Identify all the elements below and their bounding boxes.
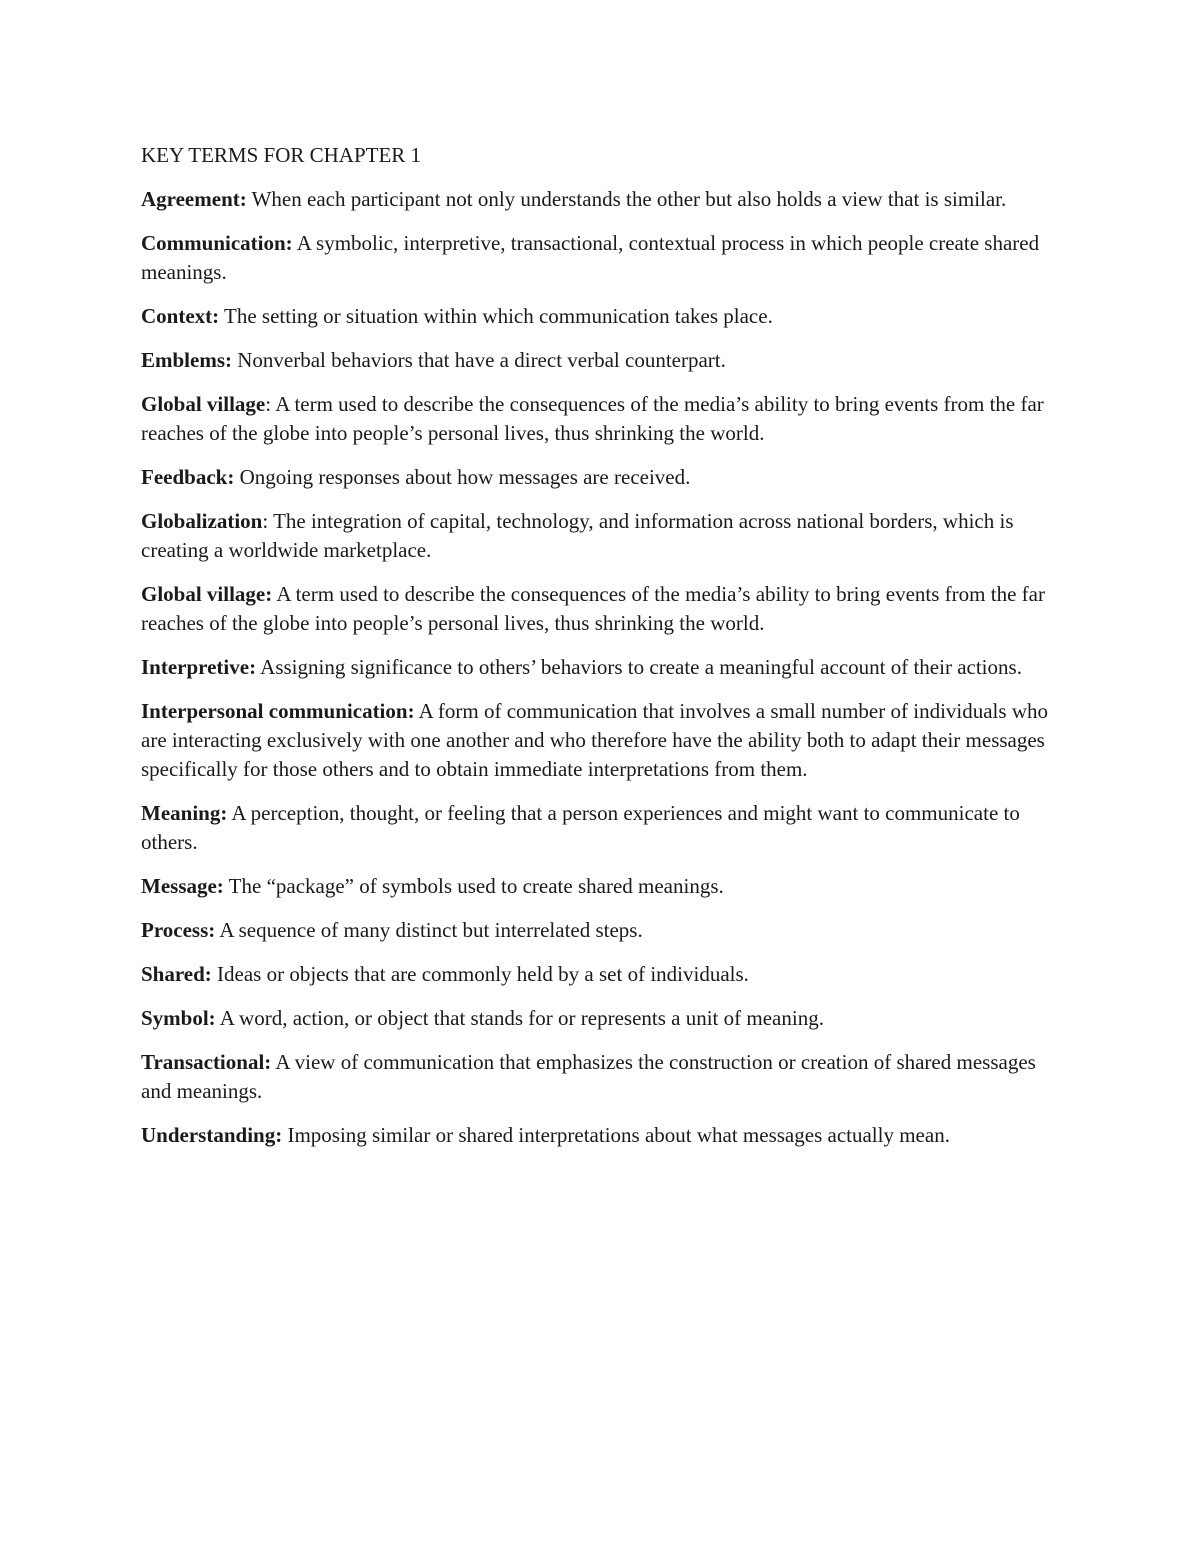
glossary-definition: : A term used to describe the consequences of the media’s ability to bring events from the far reaches of the globe into people’s personal lives, thus shrinking the world.: [141, 392, 1044, 445]
document-title: KEY TERMS FOR CHAPTER 1: [141, 143, 422, 167]
glossary-definition: A symbolic, interpretive, transactional, contextual process in which people create shared meanings.: [141, 231, 1040, 284]
glossary-entry-symbol: [141, 1004, 1061, 1033]
glossary-entry-communication: [141, 229, 1061, 287]
glossary-entry-understanding: [141, 1121, 1061, 1150]
glossary-definition: A form of communication that involves a small number of individuals who are interacting exclusively with one another and who therefore have the ability both to adapt their messages specifically for those others and to obtain immediate interpretations from them.: [141, 699, 1048, 781]
glossary-definition: When each participant not only understands the other but also holds a view that is similar.: [246, 187, 1007, 211]
glossary-entry-global-village-repeat: [141, 580, 1061, 638]
glossary-term: Transactional:: [141, 1050, 272, 1074]
document-page: [141, 140, 1061, 1165]
glossary-entry-feedback: [141, 463, 1061, 492]
glossary-definition: The “package” of symbols used to create shared meanings.: [223, 874, 724, 898]
glossary-entry-agreement: [141, 185, 1061, 214]
glossary-term: Communication:: [141, 231, 293, 255]
glossary-entry-emblems: [141, 346, 1061, 375]
glossary-definition: A view of communication that emphasizes the construction or creation of shared messages and meanings.: [141, 1050, 1036, 1103]
glossary-term: Process:: [141, 918, 216, 942]
glossary-entry-context: [141, 302, 1061, 331]
glossary-term: Shared:: [141, 962, 212, 986]
glossary-definition: : The integration of capital, technology, and information across national borders, which is creating a worldwide marketplace.: [141, 509, 1014, 562]
glossary-term: Symbol:: [141, 1006, 216, 1030]
glossary-definition: Nonverbal behaviors that have a direct verbal counterpart.: [232, 348, 726, 372]
glossary-term: Globalization: [141, 509, 263, 533]
glossary-term: Emblems:: [141, 348, 232, 372]
glossary-term: Feedback:: [141, 465, 235, 489]
glossary-entry-global-village: [141, 390, 1061, 448]
glossary-entry-transactional: [141, 1048, 1061, 1106]
glossary-entry-shared: [141, 960, 1061, 989]
glossary-definition: A perception, thought, or feeling that a person experiences and might want to communicate to others.: [141, 801, 1020, 854]
glossary-definition: Imposing similar or shared interpretations about what messages actually mean.: [282, 1123, 950, 1147]
glossary-definition: Ideas or objects that are commonly held by a set of individuals.: [211, 962, 749, 986]
glossary-term: Interpersonal communication:: [141, 699, 415, 723]
glossary-entry-interpersonal-communication: [141, 697, 1061, 784]
glossary-definition: A term used to describe the consequences of the media’s ability to bring events from the far reaches of the globe into people’s personal lives, thus shrinking the world.: [141, 582, 1045, 635]
glossary-term: Context:: [141, 304, 220, 328]
glossary-term: Meaning:: [141, 801, 228, 825]
glossary-term: Global village:: [141, 582, 273, 606]
glossary-definition: The setting or situation within which communication takes place.: [219, 304, 773, 328]
glossary-term: Message:: [141, 874, 224, 898]
glossary-definition: A word, action, or object that stands for or represents a unit of meaning.: [215, 1006, 824, 1030]
glossary-entry-message: [141, 872, 1061, 901]
glossary-definition: A sequence of many distinct but interrelated steps.: [215, 918, 643, 942]
glossary-term: Global village: [141, 392, 266, 416]
glossary-definition: Assigning significance to others’ behaviors to create a meaningful account of their actions.: [256, 655, 1022, 679]
glossary-definition: Ongoing responses about how messages are received.: [234, 465, 691, 489]
glossary-term: Understanding:: [141, 1123, 283, 1147]
glossary-entry-interpretive: [141, 653, 1061, 682]
glossary-term: Interpretive:: [141, 655, 257, 679]
glossary-entry-process: [141, 916, 1061, 945]
glossary-term: Agreement:: [141, 187, 247, 211]
glossary-entry-meaning: [141, 799, 1061, 857]
glossary-entry-globalization: [141, 507, 1061, 565]
